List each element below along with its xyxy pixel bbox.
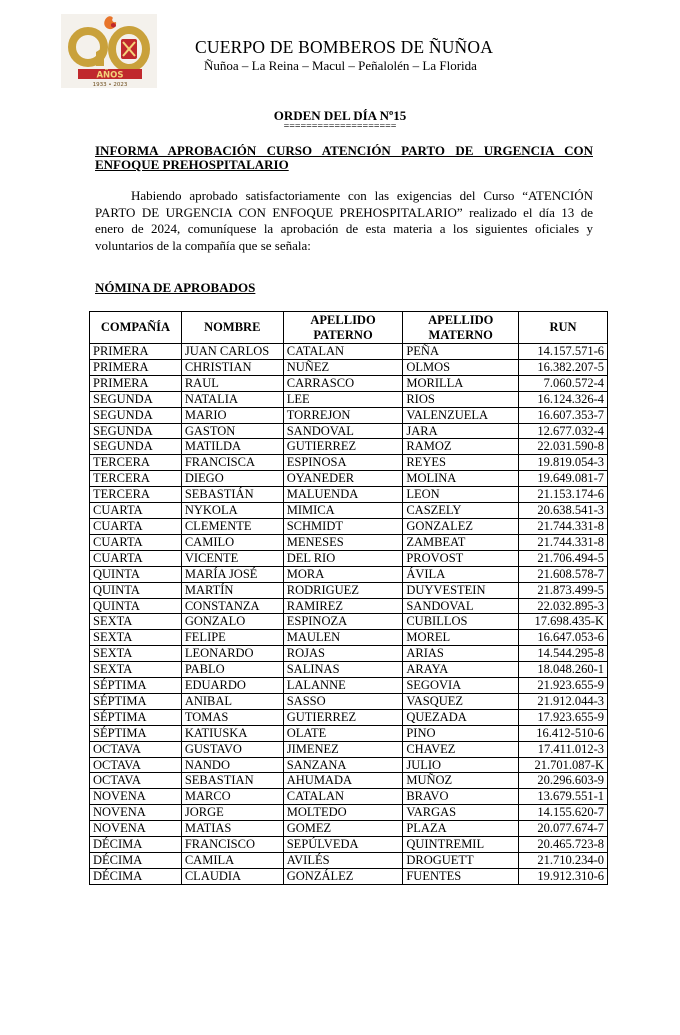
cell-compania: NOVENA [90,805,182,821]
cell-nombre: ANIBAL [181,693,283,709]
cell-nombre: GUSTAVO [181,741,283,757]
table-row [90,646,608,662]
cell-apellido-paterno: ESPINOSA [283,455,403,471]
cell-nombre: MATILDA [181,439,283,455]
cell-compania: QUINTA [90,598,182,614]
cell-apellido-materno: OLMOS [403,359,519,375]
cell-compania: QUINTA [90,566,182,582]
cell-apellido-paterno: LEE [283,391,403,407]
cell-compania: SÉPTIMA [90,678,182,694]
cell-apellido-materno: VALENZUELA [403,407,519,423]
cell-run: 21.608.578-7 [519,566,608,582]
cell-nombre: CLAUDIA [181,868,283,884]
table-row [90,455,608,471]
cell-apellido-materno: PLAZA [403,821,519,837]
cell-apellido-materno: QUINTREMIL [403,837,519,853]
cell-compania: PRIMERA [90,375,182,391]
cell-compania: QUINTA [90,582,182,598]
cell-apellido-paterno: SASSO [283,693,403,709]
cell-nombre: GASTON [181,423,283,439]
cell-run: 21.701.087-K [519,757,608,773]
cell-nombre: NYKOLA [181,503,283,519]
table-row [90,709,608,725]
cell-nombre: MARÍA JOSÉ [181,566,283,582]
cell-nombre: RAUL [181,375,283,391]
table-row [90,773,608,789]
cell-apellido-paterno: AVILÉS [283,853,403,869]
cell-apellido-paterno: CATALAN [283,344,403,360]
cell-compania: CUARTA [90,518,182,534]
cell-nombre: VICENTE [181,550,283,566]
cell-run: 21.923.655-9 [519,678,608,694]
approved-list-heading: NÓMINA DE APROBADOS [95,280,256,295]
cell-run: 7.060.572-4 [519,375,608,391]
cell-apellido-materno: VARGAS [403,805,519,821]
communes-line: Ñuñoa – La Reina – Macul – Peñalolén – La Florida [204,58,477,73]
table-row [90,471,608,487]
cell-run: 22.031.590-8 [519,439,608,455]
table-row [90,757,608,773]
cell-apellido-paterno: SCHMIDT [283,518,403,534]
body-paragraph: Habiendo aprobado satisfactoriamente con las exigencias del Curso “ATENCIÓN PARTO DE URGENCIA CON ENFOQUE PREHOSPITALARIO” realizado el día 13 de enero de 2024, comuníquese la aprobación de esta materia a los siguientes oficiales y voluntarios de la compañía que se señala: [95,188,593,253]
cell-apellido-paterno: OLATE [283,725,403,741]
cell-apellido-paterno: OYANEDER [283,471,403,487]
cell-run: 21.153.174-6 [519,487,608,503]
cell-compania: DÉCIMA [90,837,182,853]
cell-apellido-materno: CUBILLOS [403,614,519,630]
cell-nombre: SEBASTIAN [181,773,283,789]
cell-nombre: DIEGO [181,471,283,487]
cell-run: 16.607.353-7 [519,407,608,423]
cell-apellido-materno: MORILLA [403,375,519,391]
table-header-row [90,312,608,344]
cell-apellido-paterno: RAMIREZ [283,598,403,614]
cell-apellido-paterno: LALANNE [283,678,403,694]
cell-nombre: KATIUSKA [181,725,283,741]
cell-compania: PRIMERA [90,359,182,375]
cell-run: 17.923.655-9 [519,709,608,725]
table-row [90,693,608,709]
cell-apellido-paterno: AHUMADA [283,773,403,789]
cell-compania: SEGUNDA [90,423,182,439]
cell-apellido-materno: ÁVILA [403,566,519,582]
cell-nombre: CAMILA [181,853,283,869]
cell-run: 18.048.260-1 [519,662,608,678]
cell-compania: OCTAVA [90,741,182,757]
cell-apellido-paterno: TORREJON [283,407,403,423]
cell-run: 14.157.571-6 [519,344,608,360]
table-row [90,821,608,837]
cell-compania: SEGUNDA [90,439,182,455]
cell-apellido-paterno: GUTIERREZ [283,439,403,455]
cell-run: 22.032.895-3 [519,598,608,614]
cell-nombre: NANDO [181,757,283,773]
cell-run: 19.819.054-3 [519,455,608,471]
header-run: RUN [519,312,608,344]
table-row [90,344,608,360]
table-row [90,805,608,821]
cell-apellido-materno: CASZELY [403,503,519,519]
cell-apellido-materno: FUENTES [403,868,519,884]
cell-apellido-materno: ARAYA [403,662,519,678]
table-row [90,550,608,566]
table-row [90,725,608,741]
cell-apellido-materno: MOLINA [403,471,519,487]
cell-run: 21.912.044-3 [519,693,608,709]
table-row [90,391,608,407]
cell-apellido-paterno: MORA [283,566,403,582]
cell-apellido-paterno: GONZÁLEZ [283,868,403,884]
cell-run: 21.744.331-8 [519,534,608,550]
cell-nombre: FRANCISCO [181,837,283,853]
cell-run: 21.710.234-0 [519,853,608,869]
table-row [90,503,608,519]
cell-run: 20.638.541-3 [519,503,608,519]
cell-apellido-paterno: MOLTEDO [283,805,403,821]
cell-apellido-materno: VASQUEZ [403,693,519,709]
approved-roster-table [89,311,608,885]
table-row [90,534,608,550]
logo-anos-text: AÑOS [96,70,124,81]
cell-nombre: MARIO [181,407,283,423]
cell-nombre: TOMAS [181,709,283,725]
table-row [90,407,608,423]
order-title: ORDEN DEL DÍA Nº15 [273,108,407,123]
cell-compania: NOVENA [90,821,182,837]
cell-run: 16.124.326-4 [519,391,608,407]
cell-run: 16.647.053-6 [519,630,608,646]
table-row [90,741,608,757]
cell-apellido-materno: PEÑA [403,344,519,360]
cell-apellido-materno: DUYVESTEIN [403,582,519,598]
cell-run: 20.077.674-7 [519,821,608,837]
cell-apellido-paterno: SALINAS [283,662,403,678]
cell-apellido-materno: RAMOZ [403,439,519,455]
cell-run: 19.912.310-6 [519,868,608,884]
table-row [90,359,608,375]
cell-run: 16.412-510-6 [519,725,608,741]
cell-compania: SÉPTIMA [90,709,182,725]
cell-compania: TERCERA [90,487,182,503]
cell-apellido-materno: DROGUETT [403,853,519,869]
cell-apellido-materno: SEGOVIA [403,678,519,694]
cell-nombre: CONSTANZA [181,598,283,614]
cell-run: 19.649.081-7 [519,471,608,487]
table-row [90,630,608,646]
cell-compania: SÉPTIMA [90,693,182,709]
table-row [90,439,608,455]
cell-apellido-paterno: GOMEZ [283,821,403,837]
cell-compania: OCTAVA [90,757,182,773]
cell-apellido-paterno: SANZANA [283,757,403,773]
cell-nombre: EDUARDO [181,678,283,694]
cell-apellido-materno: SANDOVAL [403,598,519,614]
cell-apellido-materno: ZAMBEAT [403,534,519,550]
cell-apellido-paterno: NUÑEZ [283,359,403,375]
table-row [90,853,608,869]
cell-compania: SEGUNDA [90,391,182,407]
cell-apellido-paterno: MENESES [283,534,403,550]
cell-nombre: SEBASTIÁN [181,487,283,503]
cell-apellido-materno: PROVOST [403,550,519,566]
header-nombre: NOMBRE [181,312,283,344]
cell-compania: TERCERA [90,455,182,471]
cell-run: 21.873.499-5 [519,582,608,598]
cell-apellido-paterno: CATALAN [283,789,403,805]
cell-nombre: NATALIA [181,391,283,407]
cell-apellido-materno: GONZALEZ [403,518,519,534]
logo-years-text: 1933 • 2023 [92,82,128,88]
table-row [90,662,608,678]
cell-apellido-paterno: DEL RIO [283,550,403,566]
cell-apellido-materno: MUÑOZ [403,773,519,789]
cell-run: 17.411.012-3 [519,741,608,757]
cell-run: 14.155.620-7 [519,805,608,821]
header-apellido-materno-label: APELLIDO MATERNO [428,313,494,342]
fire-department-90-years-logo [61,14,157,88]
cell-run: 17.698.435-K [519,614,608,630]
cell-nombre: FRANCISCA [181,455,283,471]
cell-apellido-materno: JARA [403,423,519,439]
cell-run: 21.706.494-5 [519,550,608,566]
cell-compania: DÉCIMA [90,853,182,869]
cell-apellido-materno: MOREL [403,630,519,646]
table-row [90,566,608,582]
cell-compania: NOVENA [90,789,182,805]
cell-compania: SEXTA [90,630,182,646]
cell-apellido-paterno: SEPÚLVEDA [283,837,403,853]
table-row [90,375,608,391]
cell-apellido-paterno: ESPINOZA [283,614,403,630]
cell-apellido-materno: RIOS [403,391,519,407]
cell-apellido-paterno: ROJAS [283,646,403,662]
cell-apellido-materno: PINO [403,725,519,741]
cell-run: 14.544.295-8 [519,646,608,662]
cell-run: 13.679.551-1 [519,789,608,805]
cell-run: 12.677.032-4 [519,423,608,439]
header-compania: COMPAÑÍA [90,312,182,344]
table-row [90,868,608,884]
roster-body [90,344,608,885]
cell-apellido-paterno: SANDOVAL [283,423,403,439]
header-apellido-materno [403,312,519,344]
cell-apellido-paterno: RODRIGUEZ [283,582,403,598]
header-apellido-paterno-label: APELLIDO PATERNO [310,313,376,342]
cell-nombre: MARTÍN [181,582,283,598]
cell-nombre: MATIAS [181,821,283,837]
cell-compania: CUARTA [90,550,182,566]
cell-apellido-materno: ARIAS [403,646,519,662]
cell-apellido-paterno: MALUENDA [283,487,403,503]
table-row [90,614,608,630]
cell-compania: CUARTA [90,503,182,519]
cell-nombre: JUAN CARLOS [181,344,283,360]
cell-compania: DÉCIMA [90,868,182,884]
cell-apellido-paterno: JIMENEZ [283,741,403,757]
cell-nombre: MARCO [181,789,283,805]
cell-nombre: CAMILO [181,534,283,550]
table-row [90,598,608,614]
header-apellido-paterno [283,312,403,344]
cell-compania: PRIMERA [90,344,182,360]
cell-apellido-materno: REYES [403,455,519,471]
cell-nombre: GONZALO [181,614,283,630]
organization-name: CUERPO DE BOMBEROS DE ÑUÑOA [195,37,494,57]
cell-nombre: LEONARDO [181,646,283,662]
cell-compania: SEXTA [90,614,182,630]
table-row [90,837,608,853]
cell-apellido-paterno: GUTIERREZ [283,709,403,725]
cell-apellido-paterno: CARRASCO [283,375,403,391]
order-subject: INFORMA APROBACIÓN CURSO ATENCIÓN PARTO DE URGENCIA CON ENFOQUE PREHOSPITALARIO [95,143,593,172]
cell-apellido-materno: JULIO [403,757,519,773]
cell-apellido-paterno: MIMICA [283,503,403,519]
cell-nombre: CLEMENTE [181,518,283,534]
table-row [90,789,608,805]
cell-nombre: FELIPE [181,630,283,646]
cell-compania: SEGUNDA [90,407,182,423]
title-underline-rule: ==================== [283,121,397,132]
table-row [90,678,608,694]
cell-compania: SÉPTIMA [90,725,182,741]
cell-nombre: PABLO [181,662,283,678]
cell-apellido-materno: LEON [403,487,519,503]
cell-apellido-materno: BRAVO [403,789,519,805]
cell-run: 20.465.723-8 [519,837,608,853]
cell-compania: SEXTA [90,662,182,678]
cell-nombre: JORGE [181,805,283,821]
table-row [90,582,608,598]
cell-apellido-materno: QUEZADA [403,709,519,725]
cell-run: 21.744.331-8 [519,518,608,534]
cell-apellido-materno: CHAVEZ [403,741,519,757]
table-row [90,423,608,439]
cell-compania: SEXTA [90,646,182,662]
table-row [90,518,608,534]
cell-compania: OCTAVA [90,773,182,789]
cell-apellido-paterno: MAULEN [283,630,403,646]
cell-run: 20.296.603-9 [519,773,608,789]
cell-compania: CUARTA [90,534,182,550]
cell-nombre: CHRISTIAN [181,359,283,375]
table-row [90,487,608,503]
cell-compania: TERCERA [90,471,182,487]
cell-run: 16.382.207-5 [519,359,608,375]
